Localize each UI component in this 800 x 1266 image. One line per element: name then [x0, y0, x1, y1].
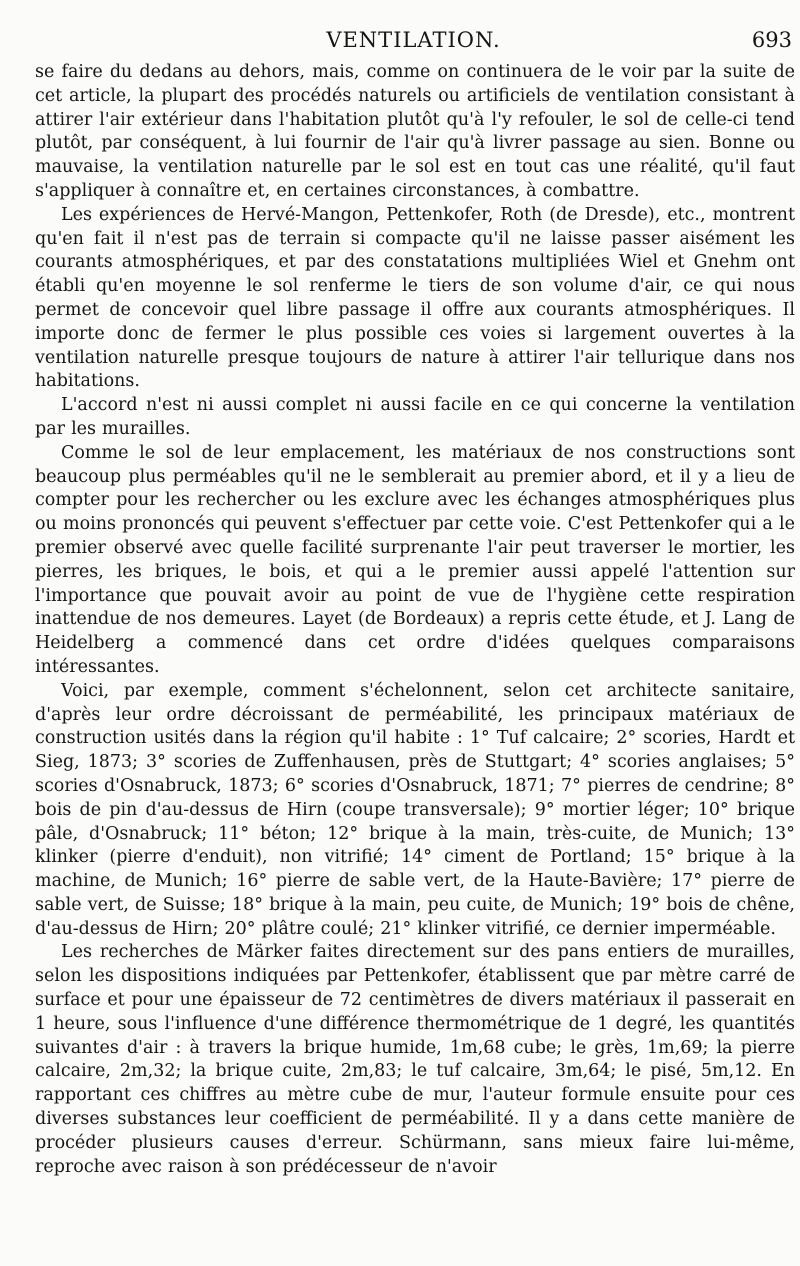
- paragraph-walls-agreement: L'accord n'est ni aussi complet ni aussi facile en ce qui concerne la ventilation par les murailles.: [35, 395, 795, 439]
- page-number: 693: [751, 28, 792, 52]
- running-title: VENTILATION.: [326, 28, 501, 52]
- paragraph-soil-experiments: Les expériences de Hervé-Mangon, Pettenkofer, Roth (de Dresde), etc., montrent qu'en fait il n'est pas de terrain si compacte qu'il ne laisse passer aisément les courants atmosphériques, et par des constatations multipliées Wiel et Gnehm ont établi qu'en moyenne le sol renferme le tiers de son volume d'air, ce qui nous permet de concevoir quel libre passage il offre aux courants atmosphériques. Il importe donc de fermer le plus possible ces voies si largement ouvertes à la ventilation naturelle presque toujours de nature à attirer l'air tellurique dans nos habitations.: [35, 204, 795, 392]
- paragraph-materials-list: Voici, par exemple, comment s'échelonnent, selon cet architecte sanitaire, d'après leur ordre décroissant de perméabilité, les principaux matériaux de construction usités dans la région qu'il habite : 1° Tuf calcaire; 2° scories, Hardt et Sieg, 1873; 3° scories de Zuffenhausen, près de Stuttgart; 4° scories anglaises; 5° scories d'Osnabruck, 1873; 6° scories d'Osnabruck, 1871; 7° pierres de cendrine; 8° bois de pin d'au-dessus de Hirn (coupe transversale); 9° mortier léger; 10° brique pâle, d'Osnabruck; 11° béton; 12° brique à la main, très-cuite, de Munich; 13° klinker (pierre d'enduit), non vitrifié; 14° ciment de Portland; 15° brique à la machine, de Munich; 16° pierre de sable vert, de la Haute-Bavière; 17° pierre de sable vert, de Suisse; 18° brique à la main, peu cuite, de Munich; 19° bois de chêne, d'au-dessus de Hirn; 20° plâtre coulé; 21° klinker vitrifié, ce dernier imperméable.: [35, 680, 795, 939]
- body-text: [35, 61, 795, 1179]
- page-header: [35, 28, 792, 58]
- paragraph-continuation: se faire du dedans au dehors, mais, comme on continuera de le voir par la suite de cet article, la plupart des procédés naturels ou artificiels de ventilation consistant à attirer l'air extérieur dans l'habitation plutôt qu'à l'y refouler, le sol de celle-ci tend plutôt, par conséquent, à lui fournir de l'air qu'à livrer passage au sien. Bonne ou mauvaise, la ventilation naturelle par le sol est en tout cas une réalité, qu'il faut s'appliquer à connaître et, en certaines circonstances, à combattre.: [35, 62, 795, 201]
- paragraph-marker-research: Les recherches de Märker faites directement sur des pans entiers de murailles, selon les dispositions indiquées par Pettenkofer, établissent que par mètre carré de surface et pour une épaisseur de 72 centimètres de divers matériaux il passerait en 1 heure, sous l'influence d'une différence thermométrique de 1 degré, les quantités suivantes d'air : à travers la brique humide, 1m,68 cube; le grès, 1m,69; la pierre calcaire, 2m,32; la brique cuite, 2m,83; le tuf calcaire, 3m,64; le pisé, 5m,12. En rapportant ces chiffres au mètre cube de mur, l'auteur formule ensuite pour ces diverses substances leur coefficient de perméabilité. Il y a dans cette manière de procéder plusieurs causes d'erreur. Schürmann, sans mieux faire lui-même, reproche avec raison à son prédécesseur de n'avoir: [35, 942, 795, 1177]
- paragraph-materials-permeability: Comme le sol de leur emplacement, les matériaux de nos constructions sont beaucoup plus perméables qu'il ne le semblerait au premier abord, et il y a lieu de compter pour les rechercher ou les exclure avec les échanges atmosphériques plus ou moins prononcés qui peuvent s'effectuer par cette voie. C'est Pettenkofer qui a le premier observé avec quelle facilité surprenante l'air peut traverser le mortier, les pierres, les briques, le bois, et qui a le premier aussi appelé l'attention sur l'importance que pouvait avoir au point de vue de l'hygiène cette respiration inattendue de nos demeures. Layet (de Bordeaux) a repris cette étude, et J. Lang de Heidelberg a commencé dans cet ordre d'idées quelques comparaisons intéressantes.: [35, 442, 795, 677]
